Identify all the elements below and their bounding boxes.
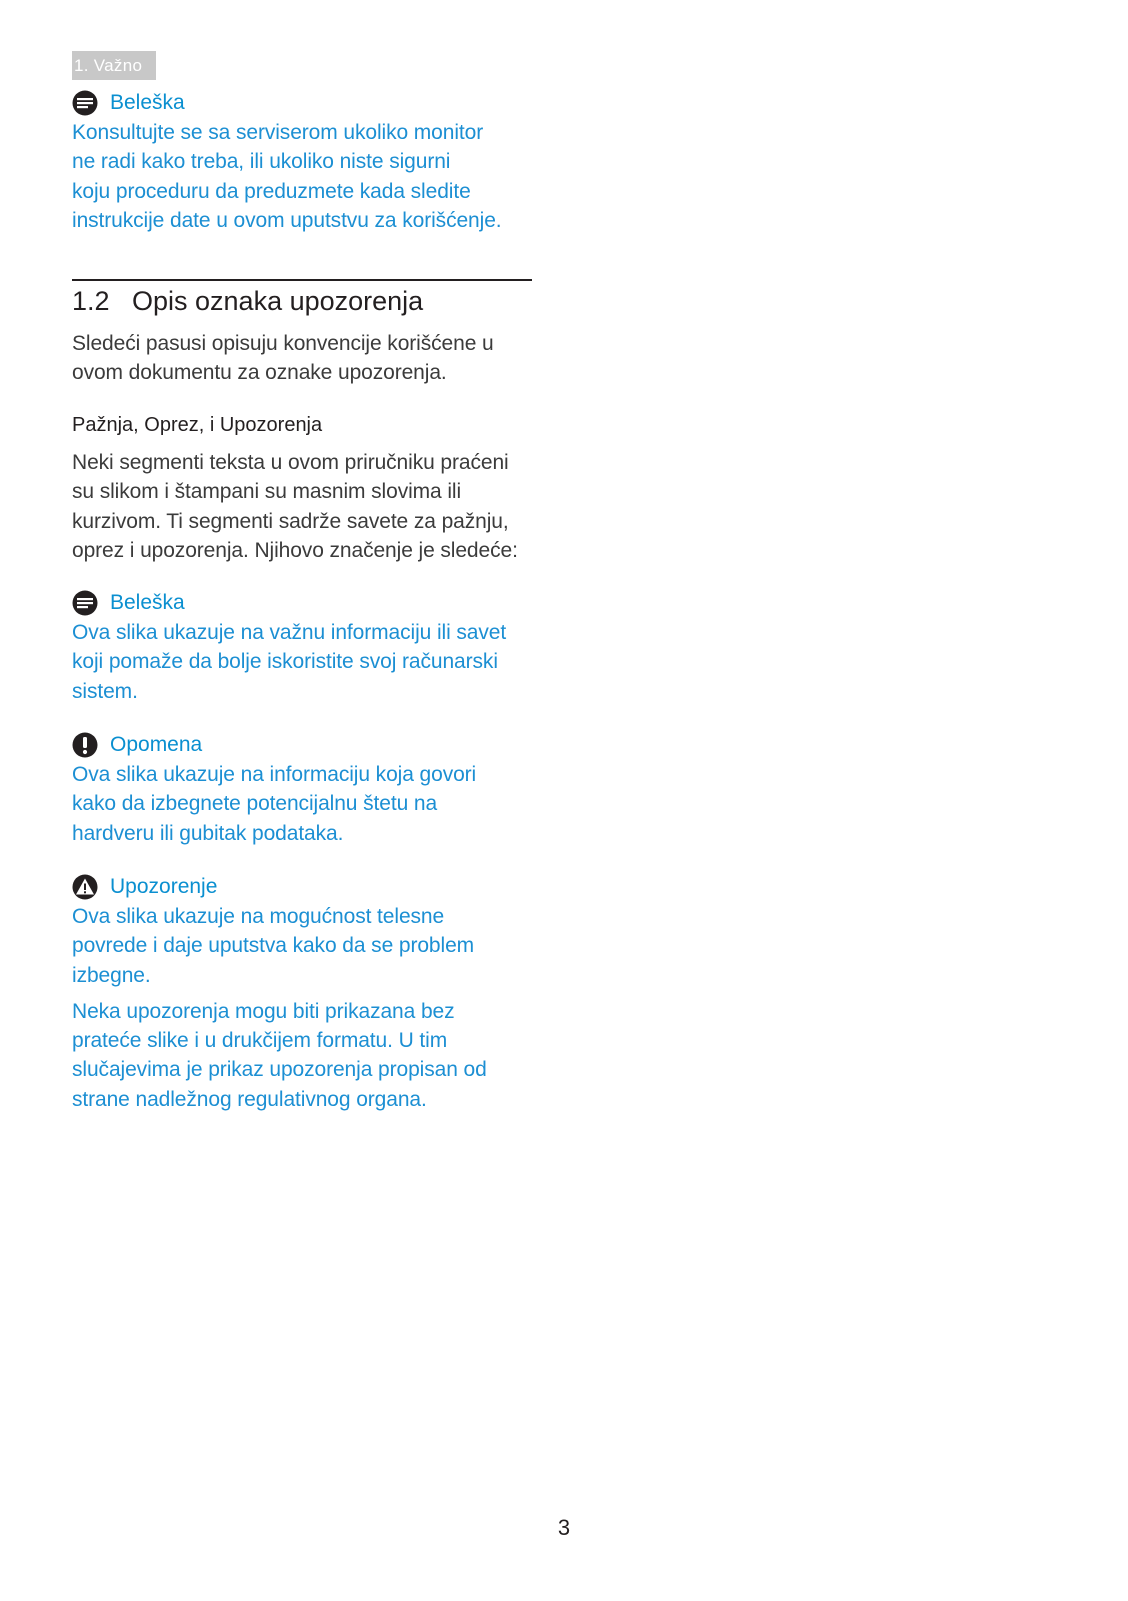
note-block-1 xyxy=(72,88,532,235)
paragraph-line: oprez i upozorenja. Njihovo značenje je sledeće: xyxy=(72,538,518,562)
warning-extra-line: slučajevima je prikaz upozorenja propisan od xyxy=(72,1058,487,1082)
note-line: sistem. xyxy=(72,679,138,703)
section-tab: 1. Važno xyxy=(72,51,156,80)
intro-line: ovom dokumentu za oznake upozorenja. xyxy=(72,361,447,385)
caution-line: kako da izbegnete potencijalnu štetu na xyxy=(72,792,438,816)
paragraph-line: su slikom i štampani su masnim slovima ili xyxy=(72,480,462,504)
warning-extra-line: prateće slike i u drukčijem formatu. U tim xyxy=(72,1029,448,1053)
note-title: Beleška xyxy=(110,91,185,114)
section-intro xyxy=(72,329,532,388)
note-line: Ova slika ukazuje na važnu informaciju ili savet xyxy=(72,621,507,644)
caution-line: hardveru ili gubitak podataka. xyxy=(72,821,344,845)
caution-block xyxy=(72,730,532,848)
subheading: Pažnja, Oprez, i Upozorenja xyxy=(72,414,323,436)
note-line: instrukcije date u ovom uputstvu za korišćenje. xyxy=(72,208,502,232)
note-line: ne radi kako treba, ili ukoliko niste sigurni xyxy=(72,150,451,174)
note-heading xyxy=(72,588,532,618)
note-title: Beleška xyxy=(110,591,185,614)
paragraph-line: Neki segmenti teksta u ovom priručniku praćeni xyxy=(72,451,509,474)
note-block-2 xyxy=(72,588,532,706)
warning-line: Ova slika ukazuje na mogućnost telesne xyxy=(72,905,445,928)
section-rule xyxy=(72,279,532,281)
note-icon xyxy=(72,590,98,616)
exclamation-icon xyxy=(72,732,98,758)
section-paragraph xyxy=(72,448,532,565)
warning-line: izbegne. xyxy=(72,963,151,987)
page-number: 3 xyxy=(557,1515,571,1540)
caution-title: Opomena xyxy=(110,733,203,756)
paragraph-line: kurzivom. Ti segmenti sadrže savete za pažnju, xyxy=(72,509,509,533)
section-number: 1.2 xyxy=(72,286,110,316)
note-icon xyxy=(72,90,98,116)
note-line: koji pomaže da bolje iskoristite svoj računarski xyxy=(72,650,498,674)
subheading-block xyxy=(72,410,532,440)
caution-heading xyxy=(72,730,532,760)
section-title: Opis oznaka upozorenja xyxy=(132,286,424,316)
warning-title: Upozorenje xyxy=(110,875,218,898)
warning-extra-line: strane nadležnog regulativnog organa. xyxy=(72,1087,427,1111)
caution-line: Ova slika ukazuje na informaciju koja govori xyxy=(72,763,477,786)
warning-line: povrede i daje uputstva kako da se problem xyxy=(72,934,475,958)
note-heading xyxy=(72,88,532,118)
intro-line: Sledeći pasusi opisuju konvencije korišćene u xyxy=(72,332,494,355)
note-line: Konsultujte se sa serviserom ukoliko monitor xyxy=(72,121,484,144)
warning-block xyxy=(72,872,532,1114)
warning-heading xyxy=(72,872,532,902)
warning-extra-line: Neka upozorenja mogu biti prikazana bez xyxy=(72,999,455,1023)
note-line: koju proceduru da preduzmete kada sledite xyxy=(72,179,471,203)
warning-triangle-icon xyxy=(72,874,98,900)
section-heading xyxy=(72,283,423,319)
